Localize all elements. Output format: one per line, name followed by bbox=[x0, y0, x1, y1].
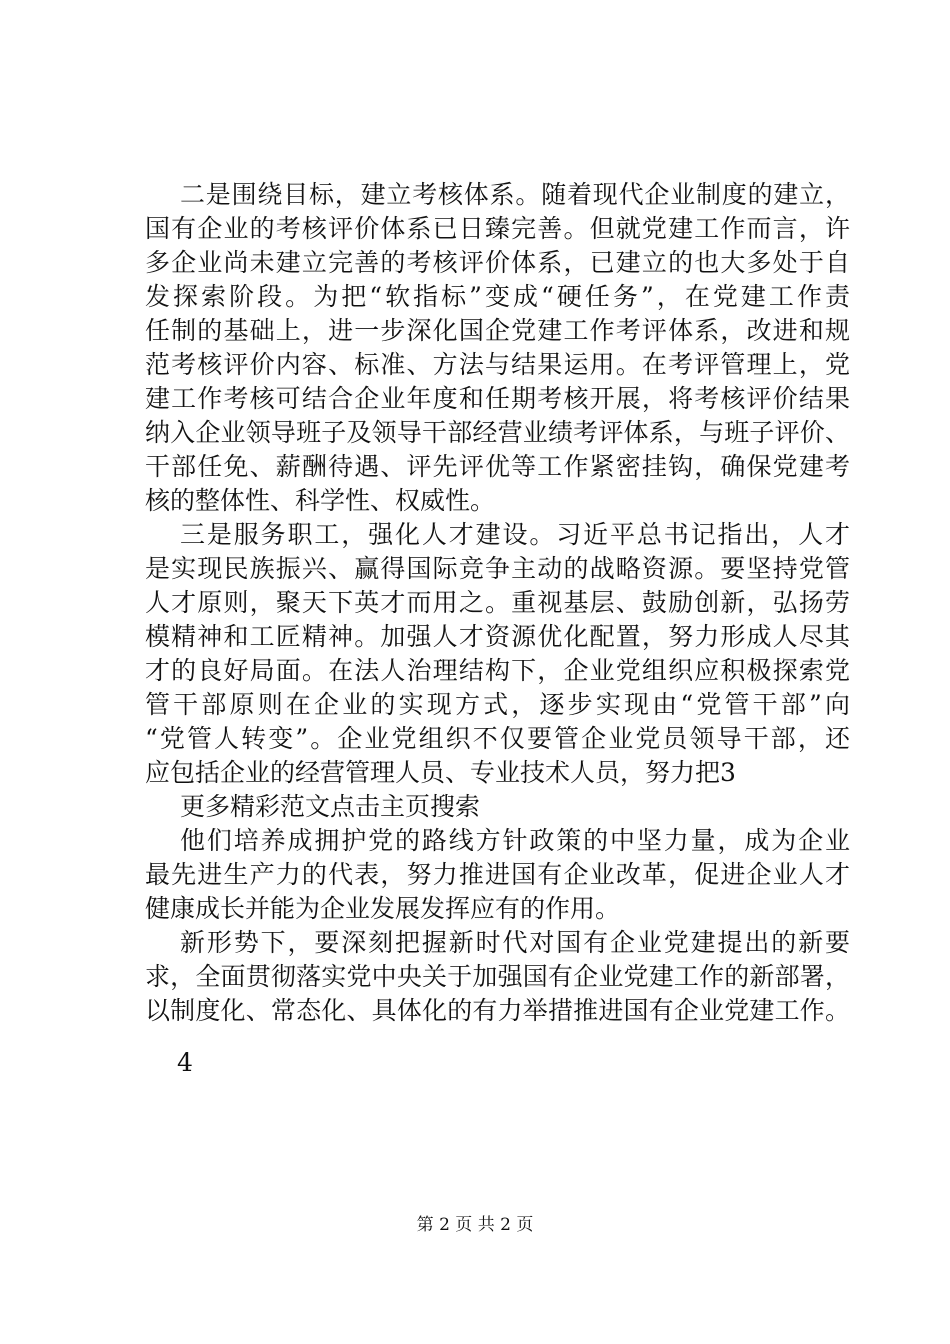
paragraph-line: 健康成长并能为企业发展发挥应有的作用。 bbox=[145, 894, 621, 923]
paragraph-line: 才的良好局面。在法人治理结构下，企业党组织应积极探索党 bbox=[145, 656, 850, 685]
paragraph-line: 他们培养成拥护党的路线方针政策的中坚力量，成为企业 bbox=[180, 826, 850, 855]
paragraph-line: 以制度化、常态化、具体化的有力举措推进国有企业党建工作。 bbox=[145, 996, 850, 1025]
page-number: 4 bbox=[177, 1048, 193, 1077]
paragraph-line: “党管人转变”。企业党组织不仅要管企业党员领导干部，还 bbox=[145, 724, 850, 753]
paragraph-line: 是实现民族振兴、赢得国际竞争主动的战略资源。要坚持党管 bbox=[145, 554, 850, 583]
paragraph-line: 最先进生产力的代表，努力推进国有企业改革，促进企业人才 bbox=[145, 860, 850, 889]
paragraph-line: 多企业尚未建立完善的考核评价体系，已建立的也大多处于自 bbox=[145, 248, 850, 277]
paragraph-line: 建工作考核可结合企业年度和任期考核开展，将考核评价结果 bbox=[145, 384, 850, 413]
paragraph-line: 发探索阶段。为把“软指标”变成“硬任务”，在党建工作责 bbox=[145, 282, 850, 311]
paragraph-line: 范考核评价内容、标准、方法与结果运用。在考评管理上，党 bbox=[145, 350, 850, 379]
promo-link-text: 更多精彩范文点击主页搜索 bbox=[180, 792, 481, 821]
paragraph-line: 应包括企业的经营管理人员、专业技术人员，努力把3 bbox=[145, 758, 736, 787]
paragraph-line: 模精神和工匠精神。加强人才资源优化配置，努力形成人尽其 bbox=[145, 622, 850, 651]
paragraph-line: 管干部原则在企业的实现方式，逐步实现由“党管干部”向 bbox=[145, 690, 850, 719]
paragraph-line: 国有企业的考核评价体系已日臻完善。但就党建工作而言，许 bbox=[145, 214, 850, 243]
paragraph-line: 纳入企业领导班子及领导干部经营业绩考评体系，与班子评价、 bbox=[145, 418, 850, 447]
paragraph-line: 人才原则，聚天下英才而用之。重视基层、鼓励创新，弘扬劳 bbox=[145, 588, 850, 617]
page-footer: 第 2 页 共 2 页 bbox=[416, 1215, 534, 1235]
paragraph-line: 干部任免、薪酬待遇、评先评优等工作紧密挂钩，确保党建考 bbox=[145, 452, 850, 481]
paragraph-line: 三是服务职工，强化人才建设。习近平总书记指出，人才 bbox=[180, 520, 850, 549]
paragraph-line: 核的整体性、科学性、权威性。 bbox=[145, 486, 496, 515]
paragraph-line: 求，全面贯彻落实党中央关于加强国有企业党建工作的新部署， bbox=[145, 962, 850, 991]
paragraph-line: 任制的基础上，进一步深化国企党建工作考评体系，改进和规 bbox=[145, 316, 850, 345]
paragraph-line: 二是围绕目标，建立考核体系。随着现代企业制度的建立， bbox=[180, 180, 850, 209]
paragraph-line: 新形势下，要深刻把握新时代对国有企业党建提出的新要 bbox=[180, 928, 850, 957]
